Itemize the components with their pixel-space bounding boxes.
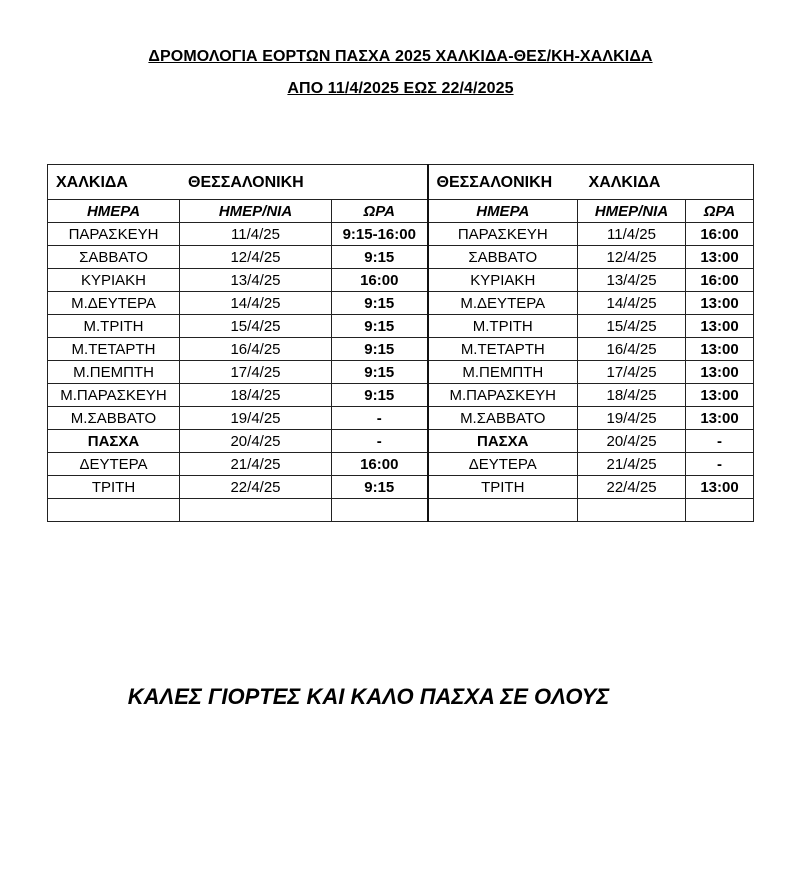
col-header-time: ΩΡΑ xyxy=(332,200,428,223)
cell-day: Μ.ΠΕΜΠΤΗ xyxy=(48,361,180,384)
greeting-message: ΚΑΛΕΣ ΓΙΟΡΤΕΣ ΚΑΙ ΚΑΛΟ ΠΑΣΧΑ ΣΕ ΟΛΟΥΣ xyxy=(127,684,610,709)
route-return xyxy=(428,165,754,200)
cell-time-return: 13:00 xyxy=(686,476,754,499)
cell-date: 16/4/25 xyxy=(180,338,332,361)
route-return-from: ΘΕΣΣΑΛΟΝΙΚΗ xyxy=(436,173,553,191)
table-row xyxy=(48,453,754,476)
cell-day-return: Μ.ΤΕΤΑΡΤΗ xyxy=(428,338,578,361)
cell-day-return: Μ.ΣΑΒΒΑΤΟ xyxy=(428,407,578,430)
cell-day-return: ΠΑΡΑΣΚΕΥΗ xyxy=(428,223,578,246)
empty-cell xyxy=(578,499,686,522)
cell-day: Μ.ΠΑΡΑΣΚΕΥΗ xyxy=(48,384,180,407)
empty-cell xyxy=(180,499,332,522)
cell-time-outbound: 9:15-16:00 xyxy=(332,223,428,246)
table-row xyxy=(48,384,754,407)
cell-day: ΣΑΒΒΑΤΟ xyxy=(48,246,180,269)
cell-day: ΠΑΡΑΣΚΕΥΗ xyxy=(48,223,180,246)
cell-date: 21/4/25 xyxy=(180,453,332,476)
table-row-empty xyxy=(48,499,754,522)
empty-cell xyxy=(428,499,578,522)
cell-date: 18/4/25 xyxy=(180,384,332,407)
cell-time-return: - xyxy=(686,453,754,476)
cell-time-outbound: 9:15 xyxy=(332,338,428,361)
cell-date-return: 15/4/25 xyxy=(578,315,686,338)
cell-date: 14/4/25 xyxy=(180,292,332,315)
cell-date: 20/4/25 xyxy=(180,430,332,453)
route-outbound xyxy=(48,165,428,200)
cell-day: Μ.ΤΕΤΑΡΤΗ xyxy=(48,338,180,361)
cell-date-return: 13/4/25 xyxy=(578,269,686,292)
cell-time-return: 13:00 xyxy=(686,338,754,361)
col-header-date: ΗΜΕΡ/ΝΙΑ xyxy=(180,200,332,223)
route-outbound-to: ΘΕΣΣΑΛΟΝΙΚΗ xyxy=(188,173,304,191)
cell-date-return: 12/4/25 xyxy=(578,246,686,269)
cell-day-return: ΣΑΒΒΑΤΟ xyxy=(428,246,578,269)
cell-date-return: 18/4/25 xyxy=(578,384,686,407)
route-header-row xyxy=(48,165,754,200)
empty-cell xyxy=(332,499,428,522)
cell-day-return: Μ.ΠΕΜΠΤΗ xyxy=(428,361,578,384)
cell-day: ΤΡΙΤΗ xyxy=(48,476,180,499)
table-row xyxy=(48,430,754,453)
cell-day-return: Μ.ΠΑΡΑΣΚΕΥΗ xyxy=(428,384,578,407)
table-row xyxy=(48,338,754,361)
cell-date: 22/4/25 xyxy=(180,476,332,499)
cell-time-return: - xyxy=(686,430,754,453)
table-row xyxy=(48,246,754,269)
cell-date: 13/4/25 xyxy=(180,269,332,292)
cell-day: ΠΑΣΧΑ xyxy=(48,430,180,453)
date-range-subtitle: ΑΠΟ 11/4/2025 ΕΩΣ 22/4/2025 xyxy=(287,80,514,97)
cell-time-outbound: 16:00 xyxy=(332,453,428,476)
cell-date-return: 20/4/25 xyxy=(578,430,686,453)
cell-time-return: 13:00 xyxy=(686,315,754,338)
page-title: ΔΡΟΜΟΛΟΓΙΑ ΕΟΡΤΩΝ ΠΑΣΧΑ 2025 ΧΑΛΚΙΔΑ-ΘΕΣ/ΚΗ-ΧΑΛΚΙΔΑ xyxy=(148,48,653,65)
cell-time-outbound: 9:15 xyxy=(332,246,428,269)
cell-day-return: ΚΥΡΙΑΚΗ xyxy=(428,269,578,292)
route-outbound-from: ΧΑΛΚΙΔΑ xyxy=(56,173,128,191)
cell-day-return: ΤΡΙΤΗ xyxy=(428,476,578,499)
cell-time-return: 13:00 xyxy=(686,361,754,384)
cell-date: 15/4/25 xyxy=(180,315,332,338)
cell-time-return: 13:00 xyxy=(686,292,754,315)
cell-time-return: 16:00 xyxy=(686,269,754,292)
col-header-time-return: ΩΡΑ xyxy=(686,200,754,223)
cell-date-return: 11/4/25 xyxy=(578,223,686,246)
cell-day-return: ΠΑΣΧΑ xyxy=(428,430,578,453)
cell-date: 17/4/25 xyxy=(180,361,332,384)
cell-time-outbound: - xyxy=(332,430,428,453)
cell-day-return: Μ.ΤΡΙΤΗ xyxy=(428,315,578,338)
cell-date: 11/4/25 xyxy=(180,223,332,246)
table-row xyxy=(48,292,754,315)
cell-date-return: 21/4/25 xyxy=(578,453,686,476)
cell-time-outbound: 9:15 xyxy=(332,292,428,315)
col-header-day-return: ΗΜΕΡΑ xyxy=(428,200,578,223)
cell-day: Μ.ΔΕΥΤΕΡΑ xyxy=(48,292,180,315)
col-header-date-return: ΗΜΕΡ/ΝΙΑ xyxy=(578,200,686,223)
cell-time-outbound: 9:15 xyxy=(332,361,428,384)
cell-day: Μ.ΣΑΒΒΑΤΟ xyxy=(48,407,180,430)
col-header-day: ΗΜΕΡΑ xyxy=(48,200,180,223)
cell-day: ΚΥΡΙΑΚΗ xyxy=(48,269,180,292)
cell-date-return: 14/4/25 xyxy=(578,292,686,315)
empty-cell xyxy=(686,499,754,522)
cell-date: 12/4/25 xyxy=(180,246,332,269)
table-row xyxy=(48,223,754,246)
route-return-to: ΧΑΛΚΙΔΑ xyxy=(588,173,661,191)
column-header-row xyxy=(48,200,754,223)
cell-day-return: Μ.ΔΕΥΤΕΡΑ xyxy=(428,292,578,315)
table-row xyxy=(48,476,754,499)
cell-time-outbound: 9:15 xyxy=(332,384,428,407)
table-row xyxy=(48,315,754,338)
cell-day-return: ΔΕΥΤΕΡΑ xyxy=(428,453,578,476)
cell-time-return: 16:00 xyxy=(686,223,754,246)
cell-time-return: 13:00 xyxy=(686,384,754,407)
cell-date: 19/4/25 xyxy=(180,407,332,430)
cell-time-outbound: - xyxy=(332,407,428,430)
cell-date-return: 19/4/25 xyxy=(578,407,686,430)
cell-time-return: 13:00 xyxy=(686,407,754,430)
cell-date-return: 17/4/25 xyxy=(578,361,686,384)
cell-day: ΔΕΥΤΕΡΑ xyxy=(48,453,180,476)
cell-time-outbound: 9:15 xyxy=(332,315,428,338)
cell-date-return: 22/4/25 xyxy=(578,476,686,499)
cell-date-return: 16/4/25 xyxy=(578,338,686,361)
cell-time-return: 13:00 xyxy=(686,246,754,269)
empty-cell xyxy=(48,499,180,522)
cell-day: Μ.ΤΡΙΤΗ xyxy=(48,315,180,338)
cell-time-outbound: 9:15 xyxy=(332,476,428,499)
cell-time-outbound: 16:00 xyxy=(332,269,428,292)
table-row xyxy=(48,269,754,292)
table-row xyxy=(48,407,754,430)
schedule-table xyxy=(47,164,754,522)
table-row xyxy=(48,361,754,384)
